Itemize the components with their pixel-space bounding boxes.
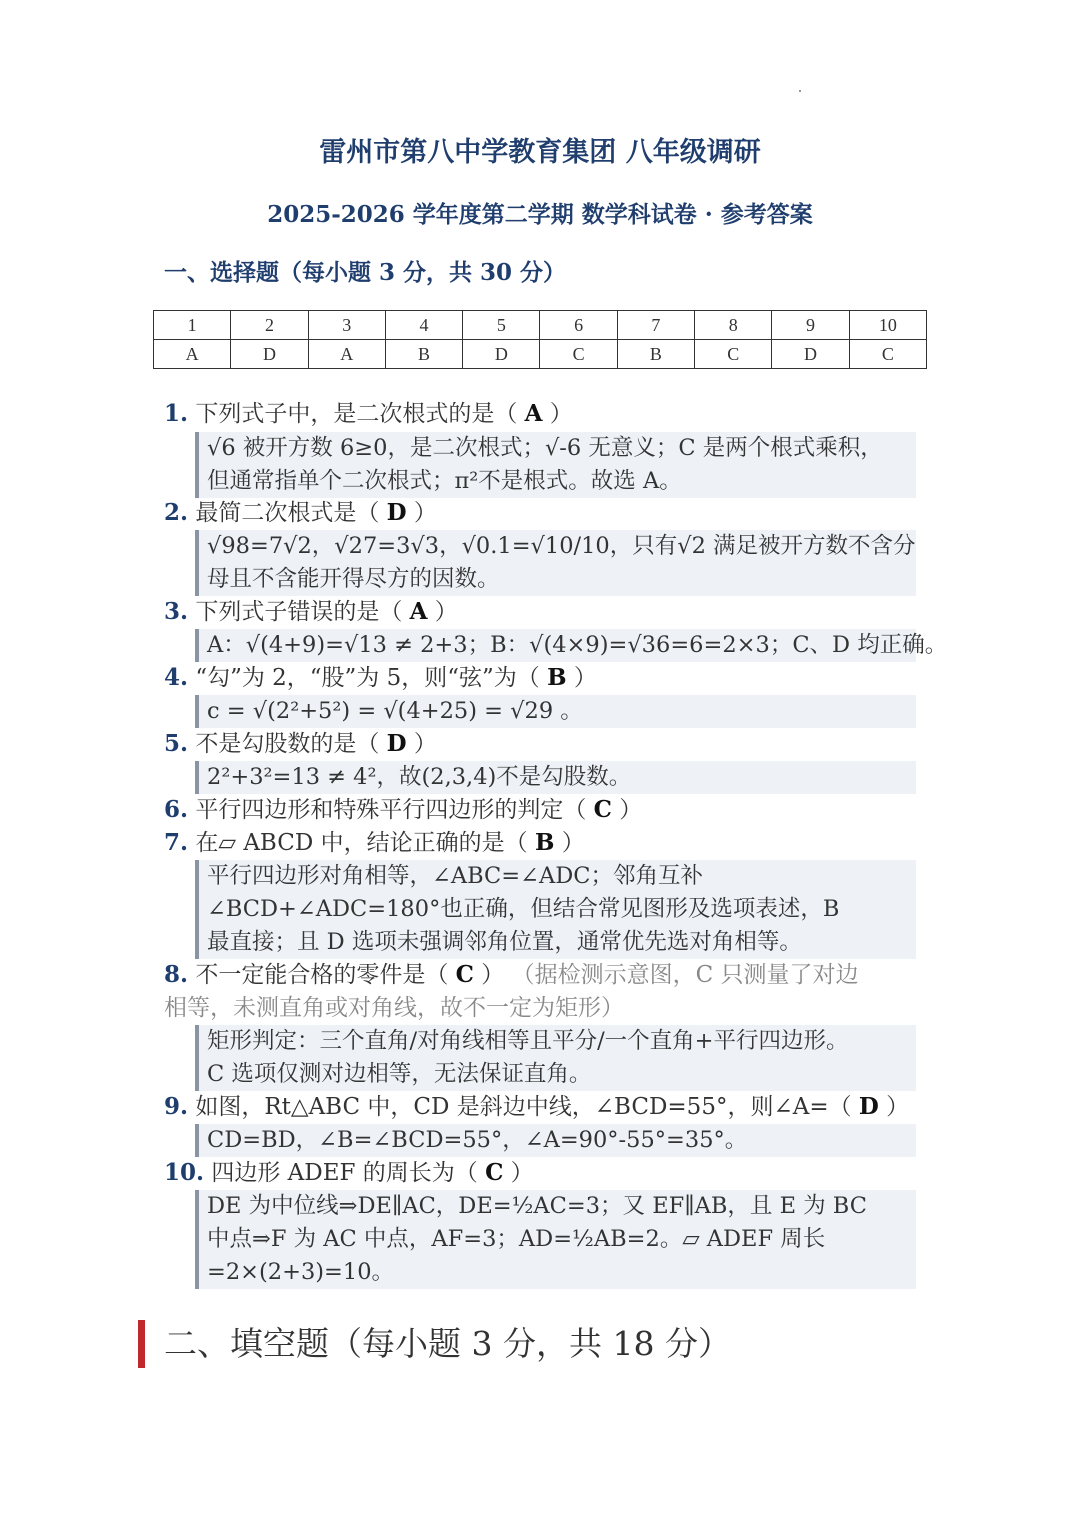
question-6 bbox=[164, 794, 642, 826]
explanation-line: CD=BD，∠B=∠BCD=55°，∠A=90°-55°=35°。 bbox=[207, 1127, 748, 1153]
table-cell-answer: D bbox=[231, 340, 308, 369]
question-answer: A bbox=[409, 598, 428, 625]
explanation-line: 最直接；且 D 选项未强调邻角位置，通常优先选对角相等。 bbox=[207, 929, 802, 955]
table-cell-answer: C bbox=[849, 340, 926, 369]
question-answer: B bbox=[547, 664, 567, 691]
question-8-note-continued: 相等，未测直角或对角线，故不一定为矩形） bbox=[164, 995, 624, 1021]
question-answer: C bbox=[455, 961, 474, 988]
question-text: 平行四边形和特殊平行四边形的判定（ bbox=[195, 797, 594, 823]
explanation-8 bbox=[195, 1025, 916, 1091]
question-number: 3. bbox=[164, 598, 189, 625]
table-cell-number: 4 bbox=[385, 311, 462, 340]
section1-heading: 一、选择题（每小题 3 分，共 30 分） bbox=[164, 259, 567, 286]
question-text: 下列式子错误的是（ bbox=[195, 599, 410, 625]
question-close: ） bbox=[406, 731, 437, 757]
question-text: 下列式子中，是二次根式的是（ bbox=[195, 401, 525, 427]
explanation-7 bbox=[195, 860, 916, 959]
table-cell-answer: A bbox=[308, 340, 385, 369]
question-number: 7. bbox=[164, 829, 189, 856]
explanation-line: 平行四边形对角相等，∠ABC=∠ADC；邻角互补 bbox=[207, 863, 703, 889]
question-8 bbox=[164, 959, 859, 991]
table-cell-number: 8 bbox=[695, 311, 772, 340]
answer-table-number-row bbox=[154, 311, 927, 340]
question-number: 8. bbox=[164, 961, 189, 988]
table-cell-number: 6 bbox=[540, 311, 617, 340]
question-close: ） bbox=[542, 401, 573, 427]
question-number: 2. bbox=[164, 499, 189, 526]
explanation-9 bbox=[195, 1124, 916, 1157]
explanation-1 bbox=[195, 432, 916, 498]
question-answer: C bbox=[593, 796, 612, 823]
table-cell-answer: D bbox=[772, 340, 849, 369]
explanation-line: 矩形判定：三个直角/对角线相等且平分/一个直角+平行四边形。 bbox=[207, 1028, 849, 1054]
table-cell-number: 3 bbox=[308, 311, 385, 340]
question-7 bbox=[164, 827, 585, 859]
explanation-line: =2×(2+3)=10。 bbox=[207, 1259, 395, 1285]
question-number: 1. bbox=[164, 400, 189, 427]
question-number: 4. bbox=[164, 664, 189, 691]
question-4 bbox=[164, 662, 597, 694]
question-answer: D bbox=[386, 730, 407, 757]
table-cell-number: 1 bbox=[154, 311, 231, 340]
explanation-line: √98=7√2，√27=3√3，√0.1=√10/10，只有√2 满足被开方数不含分 bbox=[207, 533, 916, 559]
question-close: ） bbox=[878, 1094, 910, 1120]
explanation-5 bbox=[195, 761, 916, 794]
question-close: ） bbox=[427, 599, 458, 625]
question-number: 9. bbox=[164, 1093, 189, 1120]
question-text: 如图，Rt△ABC 中，CD 是斜边中线，∠BCD=55°，则∠A=（ bbox=[195, 1094, 859, 1120]
table-cell-number: 9 bbox=[772, 311, 849, 340]
question-text: 在▱ ABCD 中，结论正确的是（ bbox=[195, 830, 535, 856]
explanation-line: 但通常指单个二次根式；π²不是根式。故选 A。 bbox=[207, 468, 682, 494]
question-close: ） bbox=[611, 797, 643, 823]
question-close: ） bbox=[566, 665, 597, 691]
question-answer: D bbox=[386, 499, 407, 526]
question-text: 最简二次根式是（ bbox=[195, 500, 387, 526]
explanation-10 bbox=[195, 1190, 916, 1289]
table-cell-answer: C bbox=[695, 340, 772, 369]
question-answer: A bbox=[524, 400, 543, 427]
table-cell-answer: B bbox=[617, 340, 694, 369]
table-cell-answer: D bbox=[463, 340, 540, 369]
question-answer: B bbox=[534, 829, 555, 856]
question-text: 四边形 ADEF 的周长为（ bbox=[211, 1160, 486, 1186]
question-5 bbox=[164, 728, 437, 760]
explanation-4 bbox=[195, 695, 916, 728]
question-close: ） bbox=[503, 1160, 534, 1186]
question-answer: C bbox=[485, 1159, 504, 1186]
question-number: 6. bbox=[164, 796, 189, 823]
question-note: （据检测示意图，C 只测量了对边 bbox=[504, 962, 859, 988]
question-2 bbox=[164, 497, 437, 529]
table-cell-number: 10 bbox=[849, 311, 926, 340]
question-text: 不是勾股数的是（ bbox=[195, 731, 387, 757]
explanation-line: DE 为中位线⇒DE∥AC，DE=½AC=3；又 EF∥AB，且 E 为 BC bbox=[207, 1193, 867, 1219]
table-cell-answer: C bbox=[540, 340, 617, 369]
explanation-line: 母且不含能开得尽方的因数。 bbox=[207, 566, 500, 592]
section2-heading: 二、填空题（每小题 3 分，共 18 分） bbox=[164, 1324, 731, 1363]
document-subtitle: 2025-2026 学年度第二学期 数学科试卷 · 参考答案 bbox=[267, 201, 813, 228]
document-title: 雷州市第八中学教育集团 八年级调研 bbox=[319, 137, 761, 168]
explanation-3 bbox=[195, 629, 948, 662]
section2-accent-bar bbox=[138, 1320, 145, 1368]
explanation-line: 2²+3²=13 ≠ 4²，故(2,3,4)不是勾股数。 bbox=[207, 764, 632, 790]
question-answer: D bbox=[858, 1093, 879, 1120]
answer-table bbox=[153, 310, 927, 369]
explanation-line: c = √(2²+5²) = √(4+25) = √29 。 bbox=[207, 698, 583, 724]
question-1 bbox=[164, 398, 573, 430]
question-number: 5. bbox=[164, 730, 189, 757]
question-close: ） bbox=[473, 962, 505, 988]
question-text: “勾”为 2，“股”为 5，则“弦”为（ bbox=[195, 665, 548, 691]
table-cell-answer: B bbox=[385, 340, 462, 369]
table-cell-answer: A bbox=[154, 340, 231, 369]
explanation-line: A：√(4+9)=√13 ≠ 2+3；B：√(4×9)=√36=6=2×3；C、D 均正确。 bbox=[207, 632, 948, 658]
question-9 bbox=[164, 1091, 909, 1123]
question-text: 不一定能合格的零件是（ bbox=[195, 962, 456, 988]
question-close: ） bbox=[406, 500, 437, 526]
table-cell-number: 2 bbox=[231, 311, 308, 340]
explanation-line: √6 被开方数 6≥0，是二次根式；√-6 无意义；C 是两个根式乘积， bbox=[207, 435, 883, 461]
question-number: 10. bbox=[164, 1159, 205, 1186]
stray-dot bbox=[799, 90, 801, 92]
question-close: ） bbox=[554, 830, 585, 856]
explanation-line: ∠BCD+∠ADC=180°也正确，但结合常见图形及选项表述，B bbox=[207, 896, 840, 922]
question-10 bbox=[164, 1157, 534, 1189]
table-cell-number: 7 bbox=[617, 311, 694, 340]
table-cell-number: 5 bbox=[463, 311, 540, 340]
explanation-line: 中点⇒F 为 AC 中点，AF=3；AD=½AB=2。▱ ADEF 周长 bbox=[207, 1226, 826, 1252]
answer-table-answer-row bbox=[154, 340, 927, 369]
explanation-2 bbox=[195, 530, 916, 596]
explanation-line: C 选项仅测对边相等，无法保证直角。 bbox=[207, 1061, 592, 1087]
question-3 bbox=[164, 596, 458, 628]
